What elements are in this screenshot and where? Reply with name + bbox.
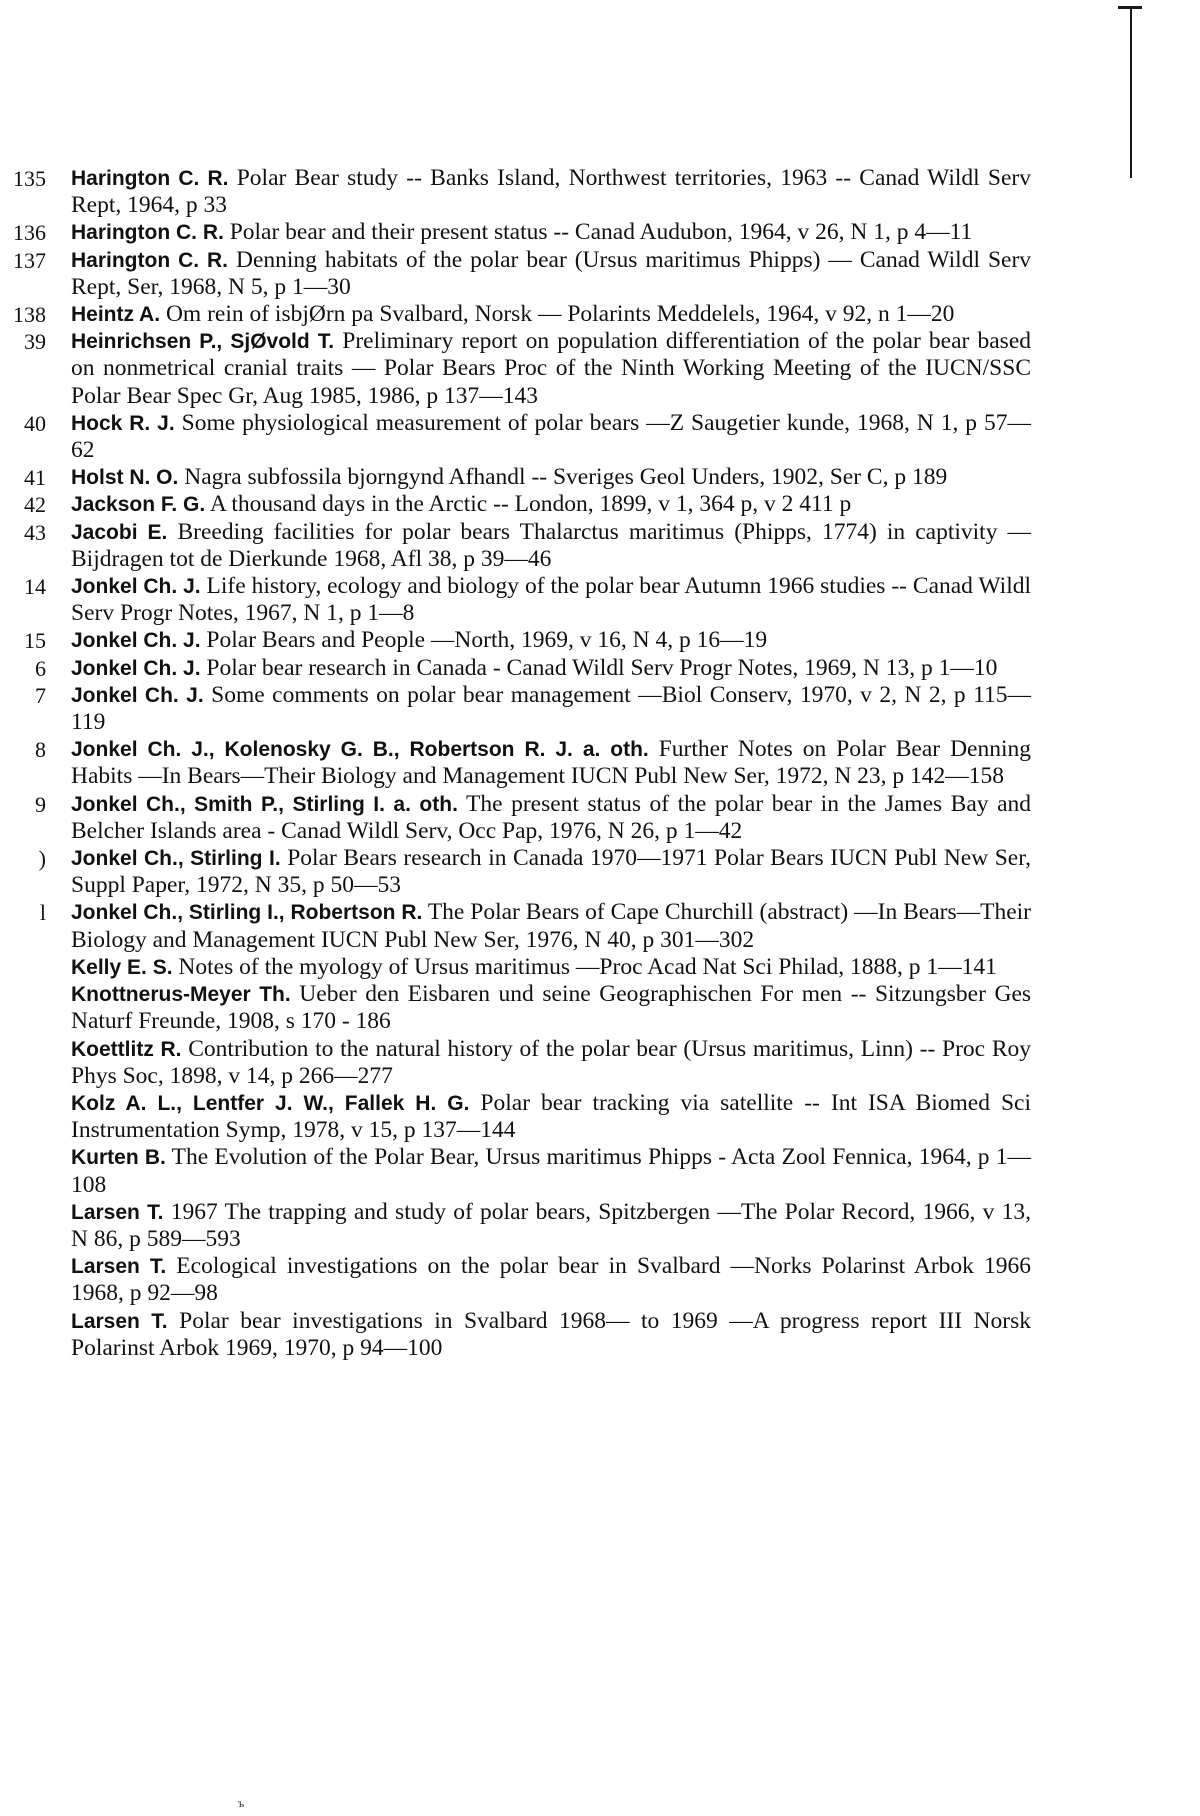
reference-body [71,464,1031,491]
reference-number: 42 [24,492,46,518]
reference-text: The Evolution of the Polar Bear, Ursus maritimus Phipps - Acta Zool Fennica, 1964, p 1—108 [71,1144,1032,1198]
reference-authors: Jacobi E. [71,520,168,544]
reference-entry [0,791,1200,845]
reference-entry [0,301,1200,328]
reference-entry [0,519,1200,573]
reference-entry [0,1090,1200,1144]
reference-text: Polar bear research in Canada - Canad Wildl Serv Progr Notes, 1969, N 13, p 1—10 [206,654,998,681]
reference-body [71,573,1031,627]
reference-entry [0,328,1200,410]
reference-body [71,954,1031,981]
reference-text: Further Notes on Polar Bear Denning Habits —In Bears—Their Biology and Management IUCN Publ New Ser, 1972, N 23, p 142—158 [71,736,1032,790]
reference-body [71,627,1031,654]
reference-text: Polar Bear study -- Banks Island, Northwest territories, 1963 -- Canad Wildl Serv Rept, 1964, p 33 [71,165,1031,219]
reference-text: Breeding facilities for polar bears Thalarctus maritimus (Phipps, 1774) in captivity — Bijdragen tot de Dierkunde 1968, Afl 38, p 39—46 [71,518,1032,572]
reference-entry [0,736,1200,790]
reference-entry [0,573,1200,627]
reference-number: 138 [13,302,46,328]
reference-text: A thousand days in the Arctic -- London, 1899, v 1, 364 p, v 2 411 p [209,491,852,518]
reference-text: Some comments on polar bear management —Biol Conserv, 1970, v 2, N 2, p 115—119 [71,681,1031,736]
reference-body [71,1090,1031,1144]
reference-text: Polar bear and their present status -- Canad Audubon, 1964, v 26, N 1, p 4—11 [229,219,973,246]
reference-text: Om rein of isbjØrn pa Svalbard, Norsk — Polarints Meddelels, 1964, v 92, n 1—20 [165,301,955,328]
reference-entry [0,954,1200,981]
reference-number: ) [38,846,46,872]
reference-body [71,410,1031,464]
reference-text: Nagra subfossila bjorngynd Afhandl -- Sveriges Geol Unders, 1902, Ser C, p 189 [184,464,948,491]
reference-entry [0,981,1200,1035]
reference-number: 39 [24,329,46,355]
reference-entry [0,1308,1200,1362]
reference-body [71,791,1031,845]
reference-number: 136 [13,220,46,246]
reference-authors: Jonkel Ch. J. [71,575,201,599]
reference-body [71,899,1031,953]
reference-text: Denning habitats of the polar bear (Ursus maritimus Phipps) — Canad Wildl Serv Rept, Ser, 1968, N 5, p 1—30 [71,246,1032,300]
reference-body [71,1199,1031,1253]
reference-authors: Jonkel Ch. J., Kolenosky G. B., Robertson R. J. a. oth. [71,738,649,762]
reference-number: 8 [35,737,46,763]
reference-text: Polar Bears research in Canada 1970—1971 Polar Bears IUCN Publ New Ser, Suppl Paper, 1972, N 35, p 50—53 [71,845,1031,899]
reference-entry [0,247,1200,301]
reference-entry [0,410,1200,464]
reference-body [71,1308,1031,1362]
reference-entry [0,899,1200,953]
reference-authors: Jackson F. G. [71,493,206,517]
reference-text: Some physiological measurement of polar bears —Z Saugetier kunde, 1968, N 1, p 57—62 [71,409,1031,464]
reference-authors: Jonkel Ch., Smith P., Stirling I. a. oth. [71,792,458,816]
reference-authors: Jonkel Ch. J. [71,656,201,680]
reference-entry [0,165,1200,219]
reference-entry [0,1144,1200,1198]
reference-entry [0,1199,1200,1253]
reference-authors: Harington C. R. [71,167,229,190]
reference-text: Life history, ecology and biology of the polar bear Autumn 1966 studies -- Canad Wildl Serv Progr Notes, 1967, N 1, p 1—8 [71,573,1031,627]
reference-text: Ueber den Eisbaren und seine Geographischen For men -- Sitzungsber Ges Naturf Freunde, 1908, s 170 - 186 [71,981,1032,1035]
reference-text: Preliminary report on population differentiation of the polar bear based on nonmetrical cranial traits — Polar Bears Proc of the Ninth Working Meeting of the IUCN/SSC Polar Bear Spec Gr, Aug 1985, 1986, p 137—143 [71,328,1032,409]
reference-body [71,247,1031,301]
reference-number: 40 [24,410,46,436]
reference-authors: Larsen T. [71,1255,167,1279]
reference-authors: Kurten B. [71,1146,166,1170]
reference-authors: Harington C. R. [71,248,228,272]
reference-authors: Holst N. O. [71,466,179,490]
reference-text: Polar bear tracking via satellite -- Int ISA Biomed Sci Instrumentation Symp, 1978, v 15, p 137—144 [71,1089,1031,1144]
reference-body [71,655,1031,682]
reference-authors: Heinrichsen P., SjØvold T. [71,330,335,354]
reference-body [71,1036,1031,1090]
reference-body [71,165,1031,219]
reference-authors: Jonkel Ch., Stirling I., Robertson R. [71,901,423,925]
reference-authors: Heintz A. [71,303,161,327]
reference-text: Polar bear investigations in Svalbard 1968— to 1969 —A progress report III Norsk Polarinst Arbok 1969, 1970, p 94—100 [71,1307,1032,1361]
reference-number: 15 [24,628,46,654]
reference-entry [0,491,1200,518]
reference-text: Contribution to the natural history of the polar bear (Ursus maritimus, Linn) -- Proc Roy Phys Soc, 1898, v 14, p 266—277 [71,1035,1032,1089]
reference-number: 135 [13,166,46,191]
reference-entry [0,464,1200,491]
reference-body [71,519,1031,573]
reference-authors: Knottnerus-Meyer Th. [71,983,291,1007]
reference-list [0,165,1200,1362]
reference-number: 6 [35,655,46,681]
reference-entry [0,1036,1200,1090]
reference-body [71,736,1031,790]
reference-number: 43 [24,519,46,545]
reference-text: 1967 The trapping and study of polar bears, Spitzbergen —The Polar Record, 1966, v 13, N 86, p 589—593 [71,1198,1032,1252]
reference-body [71,981,1031,1035]
reference-body [71,845,1031,899]
reference-authors: Kolz A. L., Lentfer J. W., Fallek H. G. [71,1091,470,1115]
reference-number: 9 [35,791,46,817]
reference-authors: Hock R. J. [71,411,175,435]
reference-number: 14 [24,574,46,600]
reference-body [71,1144,1031,1198]
reference-number: 41 [24,465,46,491]
reference-text: Notes of the myology of Ursus maritimus —Proc Acad Nat Sci Philad, 1888, p 1—141 [178,953,997,980]
reference-number: l [39,900,46,926]
reference-authors: Kelly E. S. [71,955,173,979]
reference-body [71,491,1031,518]
reference-authors: Koettlitz R. [71,1037,182,1061]
reference-text: Polar Bears and People —North, 1969, v 16, N 4, p 16—19 [206,627,768,654]
reference-authors: Larsen T. [71,1309,168,1333]
reference-authors: Jonkel Ch., Stirling I. [71,847,281,871]
reference-entry [0,1253,1200,1307]
reference-entry [0,682,1200,736]
binding-line [1130,8,1132,178]
reference-body [71,219,1031,246]
reference-text: Ecological investigations on the polar bear in Svalbard —Norks Polarinst Arbok 1966 1968, p 92—98 [71,1253,1031,1307]
reference-number: 137 [13,247,46,273]
reference-body [71,301,1031,328]
reference-entry [0,219,1200,246]
reference-authors: Larsen T. [71,1200,164,1224]
reference-number: 7 [35,682,46,708]
stray-mark: ъ [238,1796,245,1810]
reference-entry [0,627,1200,654]
reference-text: The present status of the polar bear in the James Bay and Belcher Islands area - Canad Wildl Serv, Occ Pap, 1976, N 26, p 1—42 [71,790,1031,844]
reference-body [71,328,1031,410]
reference-entry [0,845,1200,899]
reference-authors: Jonkel Ch. J. [71,683,204,707]
reference-authors: Harington C. R. [71,221,224,245]
reference-authors: Jonkel Ch. J. [71,629,201,653]
reference-text: The Polar Bears of Cape Churchill (abstract) —In Bears—Their Biology and Management IUCN Publ New Ser, 1976, N 40, p 301—302 [71,899,1032,953]
reference-entry [0,655,1200,682]
reference-body [71,682,1031,736]
reference-body [71,1253,1031,1307]
